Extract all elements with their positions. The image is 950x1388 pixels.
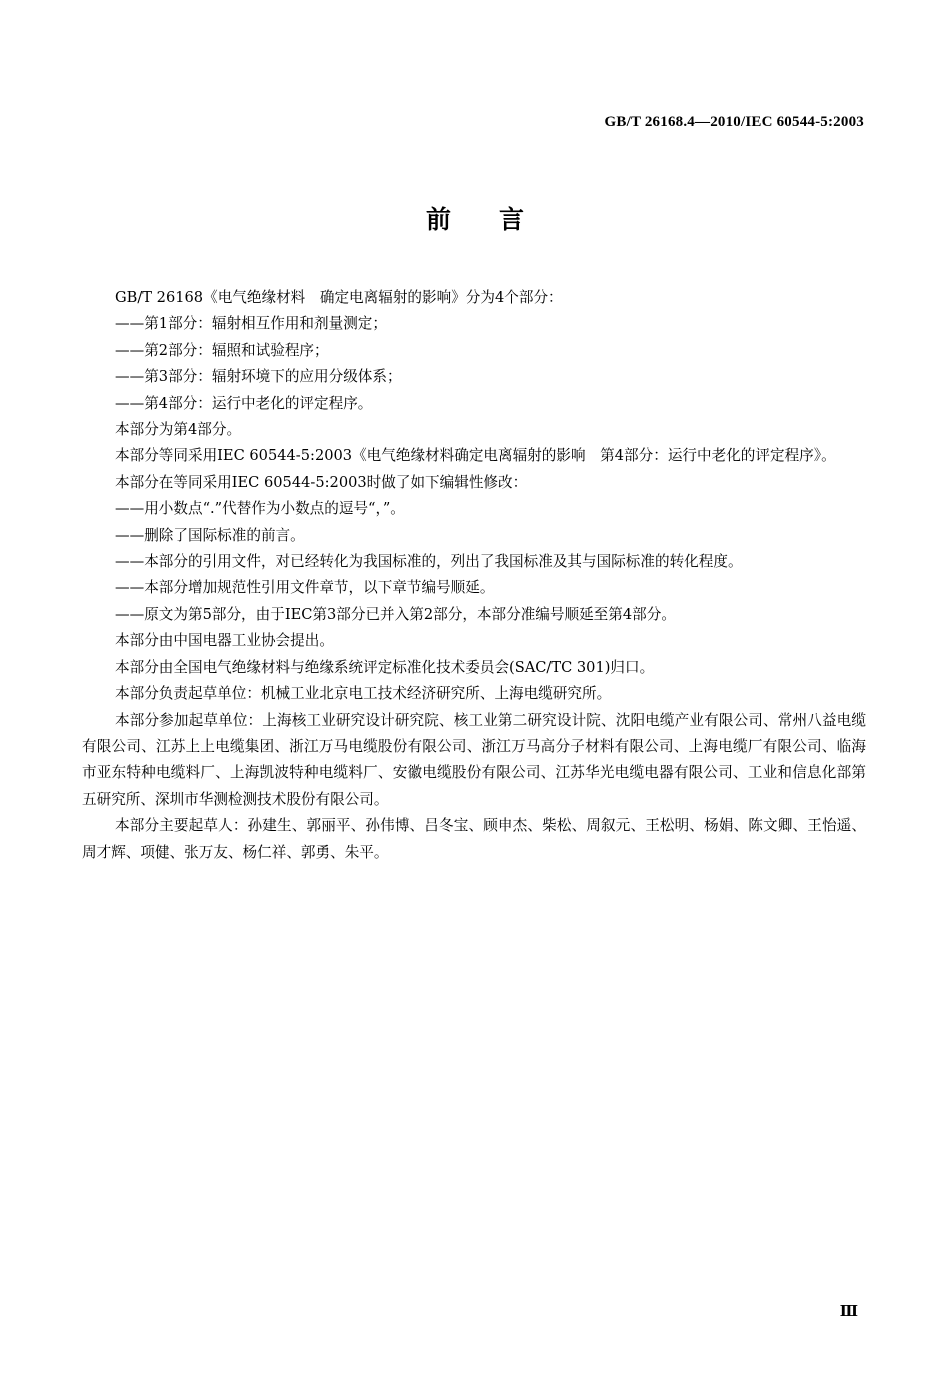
- paragraph-drafters: 本部分主要起草人：孙建生、郭丽平、孙伟博、吕冬宝、顾申杰、柴松、周叙元、王松明、杨娟、陈文卿、王怡遥、周才辉、项健、张万友、杨仁祥、郭勇、朱平。: [82, 817, 866, 861]
- standard-code: GB/T 26168.4—2010/IEC 60544-5:2003: [604, 114, 864, 130]
- paragraph-equivalence: 本部分等同采用IEC 60544-5:2003《电气绝缘材料确定电离辐射的影响 第4部分：运行中老化的评定程序》。: [115, 447, 836, 465]
- foreword-body: [82, 285, 866, 866]
- list-item-edit2: ——删除了国际标准的前言。: [115, 526, 305, 544]
- list-item-part4: ——第4部分：运行中老化的评定程序。: [115, 394, 373, 412]
- list-item-part1: ——第1部分：辐射相互作用和剂量测定；: [115, 315, 387, 333]
- list-item-edit4: ——本部分增加规范性引用文件章节，以下章节编号顺延。: [115, 579, 495, 597]
- paragraph-edits-intro: 本部分在等同采用IEC 60544-5:2003时做了如下编辑性修改：: [115, 473, 528, 491]
- paragraph-proposer: 本部分由中国电器工业协会提出。: [115, 632, 334, 650]
- page-number: Ⅲ: [839, 1304, 858, 1320]
- list-item-edit5: ——原文为第5部分，由于IEC第3部分已并入第2部分，本部分准编号顺延至第4部分。: [115, 605, 676, 623]
- paragraph-responsible-units: 本部分负责起草单位：机械工业北京电工技术经济研究所、上海电缆研究所。: [115, 685, 612, 703]
- paragraph-this-part: 本部分为第4部分。: [115, 421, 242, 439]
- page-title: 前言: [425, 205, 572, 234]
- list-item-part3: ——第3部分：辐射环境下的应用分级体系；: [115, 368, 402, 386]
- paragraph-committee: 本部分由全国电气绝缘材料与绝缘系统评定标准化技术委员会(SAC/TC 301)归口。: [115, 658, 655, 676]
- list-item-part2: ——第2部分：辐照和试验程序；: [115, 341, 329, 359]
- list-item-edit1: ——用小数点“.”代替作为小数点的逗号“，”。: [115, 500, 405, 518]
- list-item-edit3: ——本部分的引用文件，对已经转化为我国标准的，列出了我国标准及其与国际标准的转化程度。: [115, 553, 743, 571]
- paragraph-participating-units: 本部分参加起草单位：上海核工业研究设计研究院、核工业第二研究设计院、沈阳电缆产业有限公司、常州八益电缆有限公司、江苏上上电缆集团、浙江万马电缆股份有限公司、浙江万马高分子材料有限公司、上海电缆厂有限公司、临海市亚东特种电缆料厂、上海凯波特种电缆料厂、安徽电缆股份有限公司、江苏华光电缆电器有限公司、工业和信息化部第五研究所、深圳市华测检测技术股份有限公司。: [82, 711, 866, 808]
- paragraph-intro: GB/T 26168《电气绝缘材料 确定电离辐射的影响》分为4个部分：: [115, 289, 563, 306]
